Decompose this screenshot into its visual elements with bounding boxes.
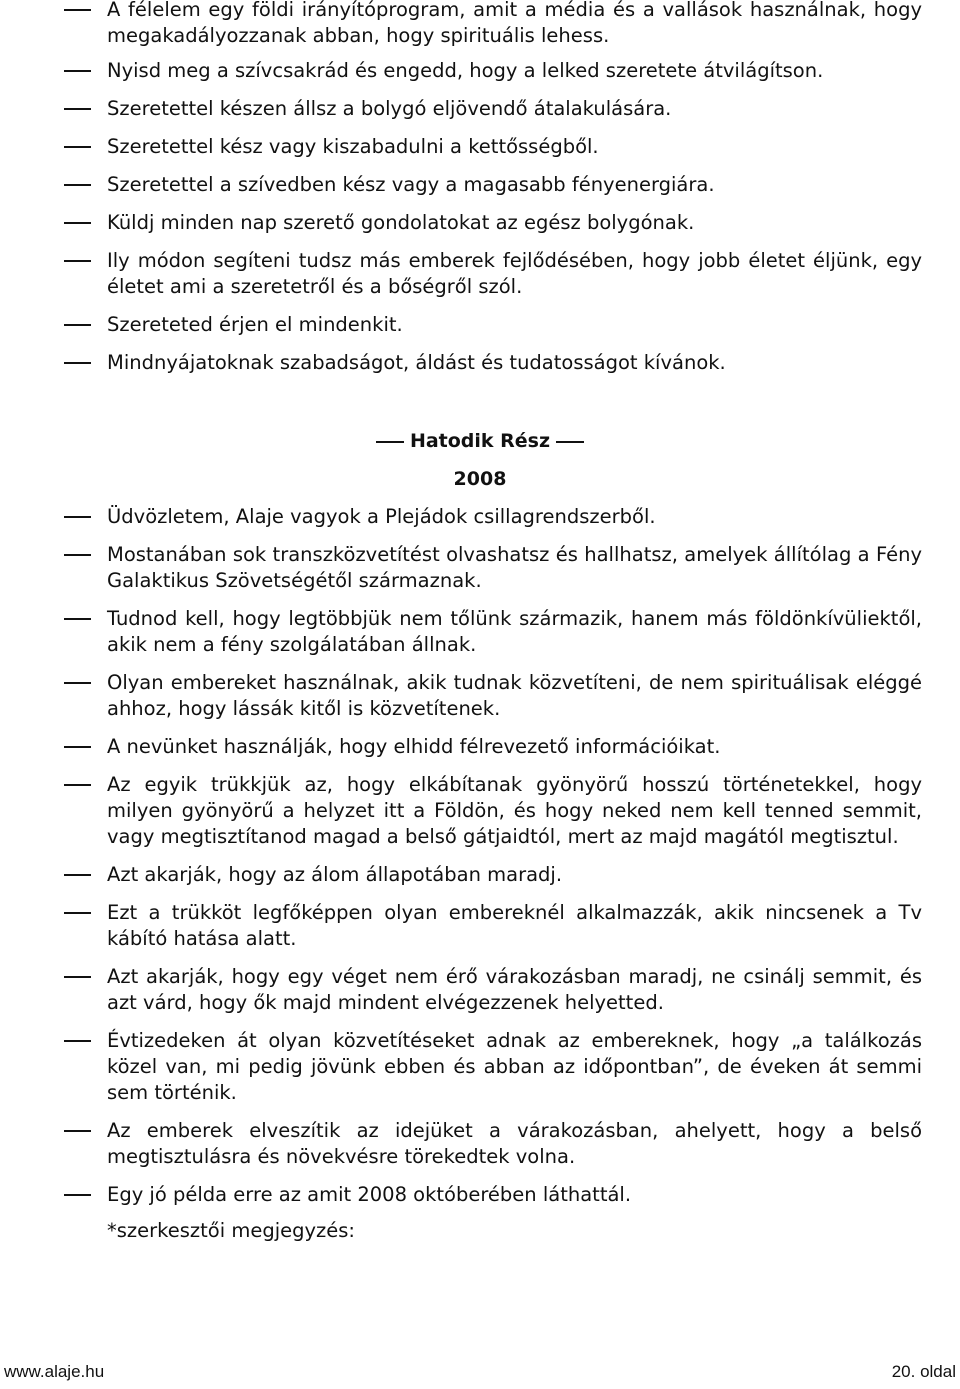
list-item: Az emberek elveszítik az idejüket a várakozásban, ahelyett, hogy a belső megtisztulásra és növekvésre törekedtek volna. <box>0 1118 960 1170</box>
dash-bullet <box>64 554 91 556</box>
dash-bullet <box>64 222 91 224</box>
dash-bullet <box>64 784 91 786</box>
bullet-list-bottom <box>0 504 960 1208</box>
dash-bullet <box>64 682 91 684</box>
dash-bullet <box>64 324 91 326</box>
list-item: Azt akarják, hogy egy véget nem érő várakozásban maradj, ne csinálj semmit, és azt várd, hogy ők majd mindent elvégezzenek helyetted. <box>0 964 960 1016</box>
dash-bullet <box>64 746 91 748</box>
dash-bullet <box>64 912 91 914</box>
list-item: Szeretettel készen állsz a bolygó eljövendő átalakulására. <box>0 96 960 122</box>
dash-bullet <box>64 618 91 620</box>
list-item: Azt akarják, hogy az álom állapotában maradj. <box>0 862 960 888</box>
footer-page-number: 20. oldal <box>891 1362 956 1381</box>
editor-note: *szerkesztői megjegyzés: <box>107 1219 356 1242</box>
list-item: Olyan embereket használnak, akik tudnak közvetíteni, de nem spirituálisak eléggé ahhoz, hogy lássák kitől is közvetítenek. <box>0 670 960 722</box>
list-item: Ily módon segíteni tudsz más emberek fejlődésében, hogy jobb életet éljünk, egy életet ami a szeretetről és a bőségről szól. <box>0 248 960 300</box>
heading-dash-right <box>556 441 584 443</box>
section-title: Hatodik Rész <box>409 430 551 452</box>
list-item: Nyisd meg a szívcsakrád és engedd, hogy a lelked szeretete átvilágítson. <box>0 58 960 84</box>
dash-bullet <box>64 184 91 186</box>
dash-bullet <box>64 516 91 518</box>
dash-bullet <box>64 874 91 876</box>
dash-bullet <box>64 146 91 148</box>
list-item: Üdvözletem, Alaje vagyok a Plejádok csillagrendszerből. <box>0 504 960 530</box>
dash-bullet <box>64 976 91 978</box>
bullet-list-top <box>0 0 960 376</box>
dash-bullet <box>64 1130 91 1132</box>
list-item: Szereteted érjen el mindenkit. <box>0 312 960 338</box>
list-item: Mostanában sok transzközvetítést olvashatsz és hallhatsz, amelyek állítólag a Fény Galaktikus Szövetségétől származnak. <box>0 542 960 594</box>
list-item: A félelem egy földi irányítóprogram, amit a média és a vallások használnak, hogy megakadályozzanak abban, hogy spirituális lehess. <box>0 0 960 49</box>
section-heading <box>0 428 960 454</box>
list-item: Ezt a trükköt legfőképpen olyan embereknél alkalmazzák, akik nincsenek a Tv kábító hatása alatt. <box>0 900 960 952</box>
list-item: Küldj minden nap szerető gondolatokat az egész bolygónak. <box>0 210 960 236</box>
list-item: Tudnod kell, hogy legtöbbjük nem tőlünk származik, hanem más földönkívüliektől, akik nem a fény szolgálatában állnak. <box>0 606 960 658</box>
dash-bullet <box>64 1040 91 1042</box>
dash-bullet <box>64 1194 91 1196</box>
list-item: Évtizedeken át olyan közvetítéseket adnak az embereknek, hogy „a találkozás közel van, mi pedig jövünk ebben és abban az időpontban”, de éveken át semmi sem történik. <box>0 1028 960 1106</box>
dash-bullet <box>64 362 91 364</box>
list-item: A nevünket használják, hogy elhidd félrevezető információikat. <box>0 734 960 760</box>
list-item: Egy jó példa erre az amit 2008 októberében láthattál. <box>0 1182 960 1208</box>
list-item: Mindnyájatoknak szabadságot, áldást és tudatosságot kívánok. <box>0 350 960 376</box>
footer-site-link[interactable]: www.alaje.hu <box>4 1362 105 1381</box>
list-item: Szeretettel a szívedben kész vagy a magasabb fényenergiára. <box>0 172 960 198</box>
dash-bullet <box>64 260 91 262</box>
page-footer <box>0 1362 960 1386</box>
list-item: Szeretettel kész vagy kiszabadulni a kettősségből. <box>0 134 960 160</box>
section-year: 2008 <box>453 468 507 490</box>
heading-dash-left <box>376 441 404 443</box>
list-item: Az egyik trükkjük az, hogy elkábítanak gyönyörű hosszú történetekkel, hogy milyen gyönyörű a helyzet itt a Földön, és hogy neked nem kell tenned semmit, vagy megtisztítanod magad a belső gátjaidtól, mert az majd magától megtisztul. <box>0 772 960 850</box>
dash-bullet <box>64 9 91 11</box>
dash-bullet <box>64 108 91 110</box>
dash-bullet <box>64 70 91 72</box>
